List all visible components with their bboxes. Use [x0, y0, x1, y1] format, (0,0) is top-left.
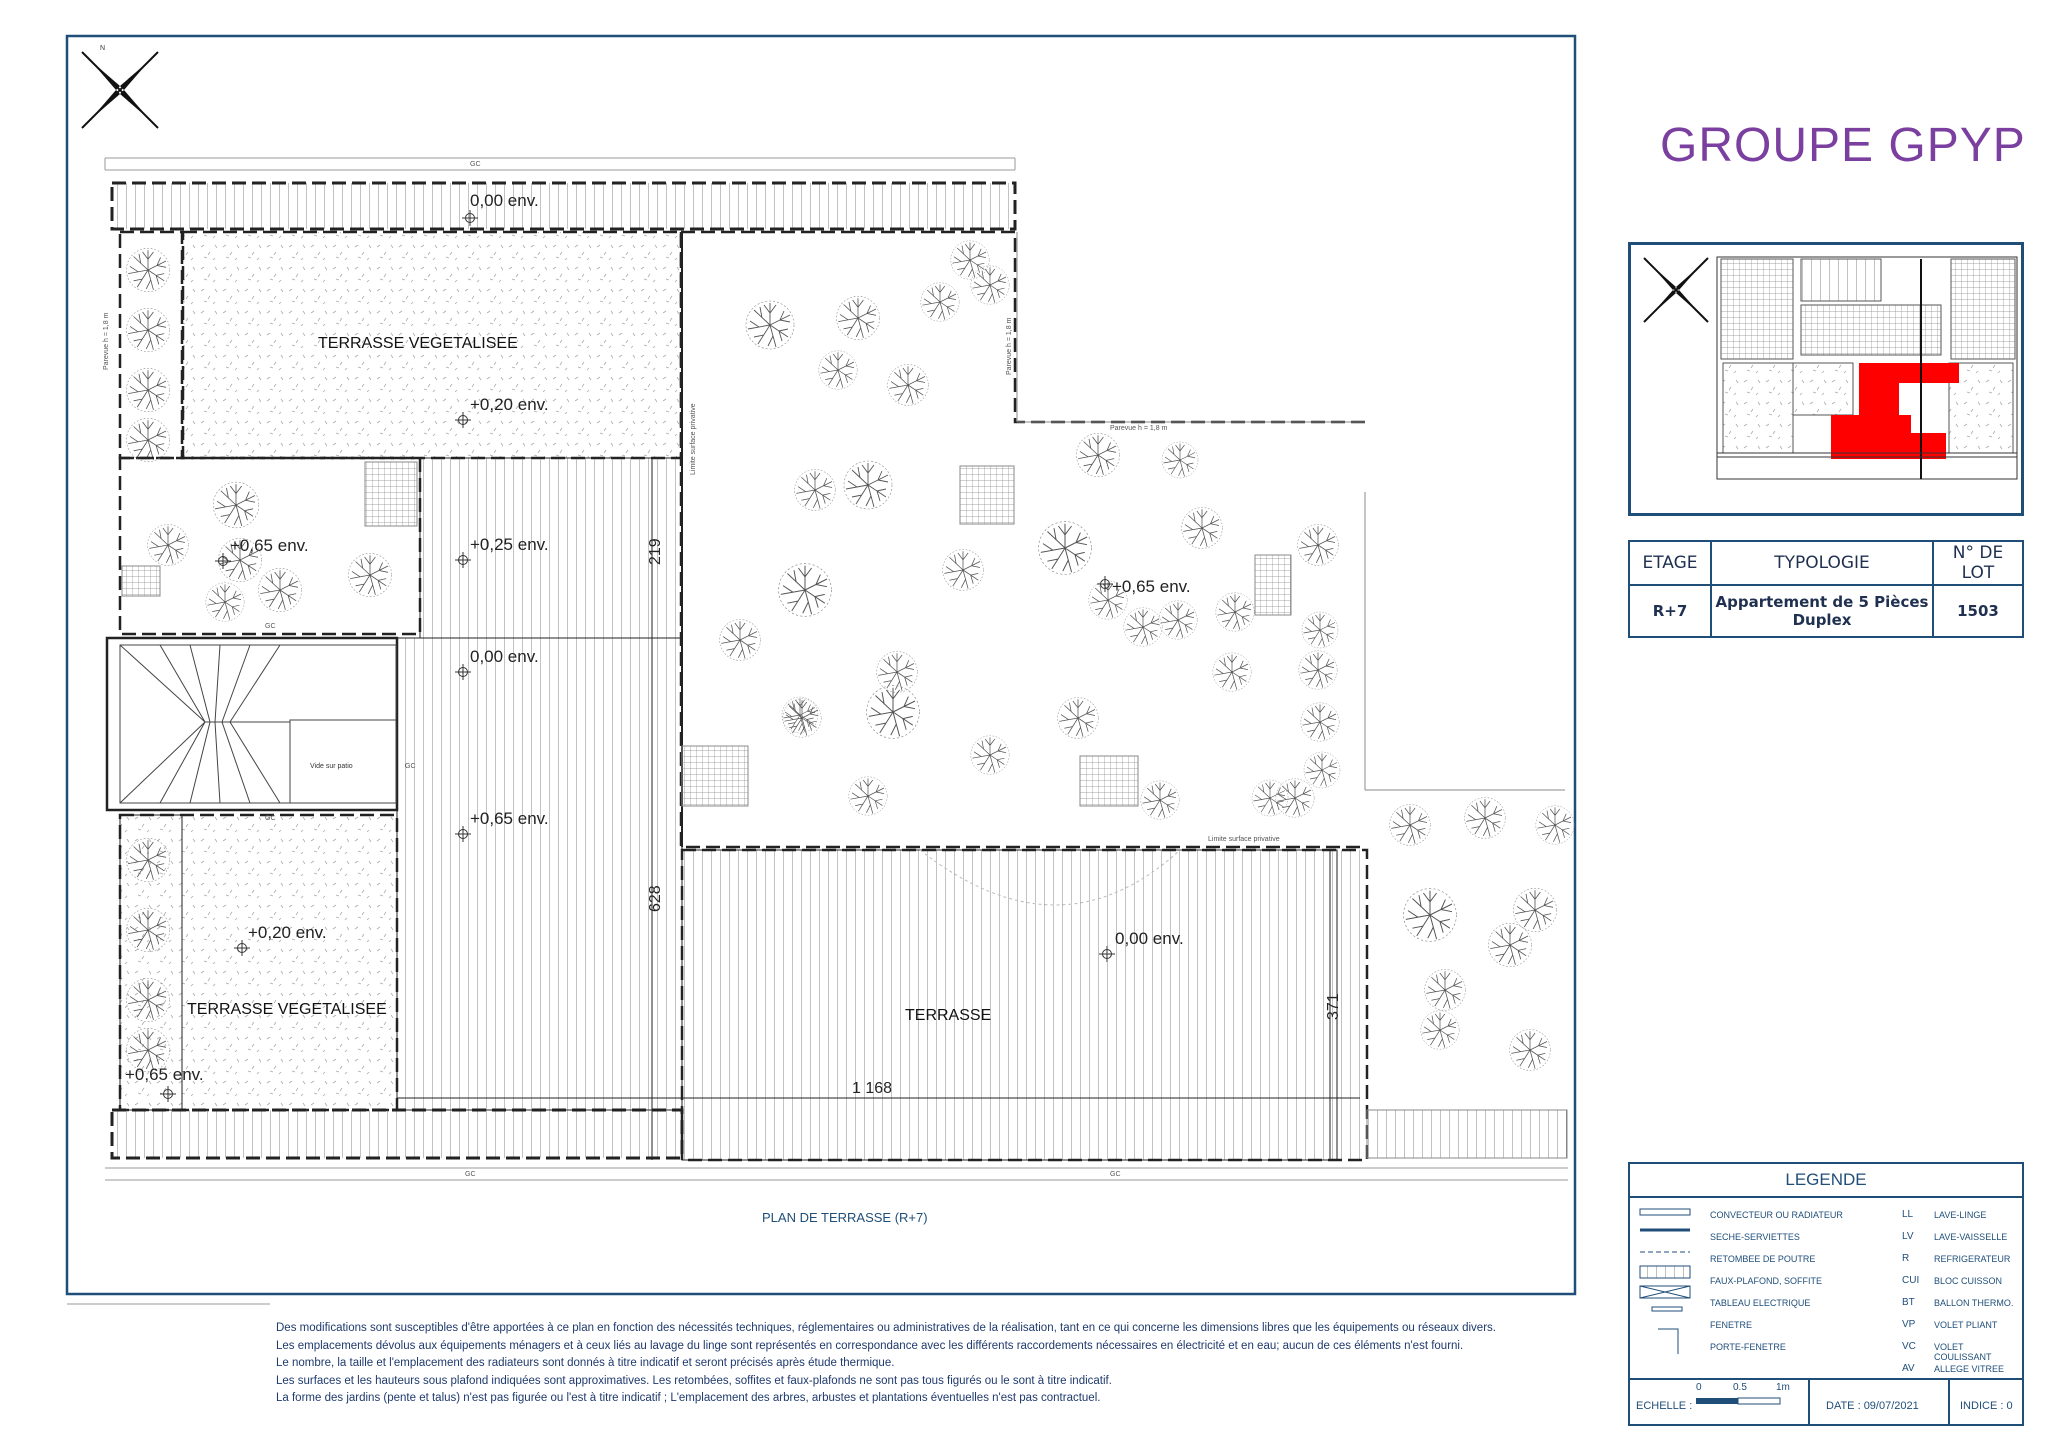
legend-item: CONVECTEUR OU RADIATEUR: [1710, 1210, 1843, 1220]
typologie-value: [1711, 585, 1933, 637]
north-arrow-icon: [82, 45, 158, 128]
svg-text:GC: GC: [265, 815, 276, 822]
legend-item: PORTE-FENETRE: [1710, 1342, 1786, 1352]
level-label: 0,00 env.: [1115, 929, 1184, 948]
plan-title: PLAN DE TERRASSE (R+7): [762, 1210, 928, 1225]
legend-item: FAUX-PLAFOND, SOFFITE: [1710, 1276, 1823, 1286]
info-table: [1628, 540, 2024, 638]
legend-abbr-code: VP: [1902, 1319, 1916, 1330]
level-label: +0,20 env.: [470, 395, 549, 414]
legend-abbr-code: CUI: [1902, 1275, 1920, 1286]
legend-item: FENETRE: [1710, 1320, 1753, 1330]
svg-text:GC: GC: [465, 1171, 476, 1178]
room-label-terrasse: TERRASSE: [905, 1007, 992, 1024]
scale-tick: 0: [1696, 1382, 1702, 1393]
legend-abbr-label: ALLEGE VITREE: [1934, 1364, 2005, 1374]
note-line: Les emplacements dévolus aux équipements ménagers et à ceux liés au lavage du linge sont représentés en correspondance avec les différents raccordements nécessaires en électricité et en eau; aucun de ces éléments n'est fourni.: [276, 1339, 1464, 1352]
legend-abbr-code: BT: [1902, 1297, 1915, 1308]
date-label: DATE : 09/07/2021: [1826, 1400, 1919, 1412]
legend-abbr-code: LV: [1902, 1231, 1914, 1242]
room-label-terrasse-vegetalisee: TERRASSE VEGETALISEE: [318, 335, 518, 352]
disclaimer-notes: [276, 1320, 1616, 1408]
etage-value: R+7: [1629, 585, 1711, 637]
gc-label: GC: [470, 161, 481, 168]
legend-abbr-code: AV: [1902, 1363, 1915, 1374]
scale-bar: [1696, 1396, 1786, 1408]
svg-text:Limite surface privative: Limite surface privative: [1208, 836, 1280, 843]
svg-text:GC: GC: [265, 623, 276, 630]
legend-abbr-code: VC: [1902, 1341, 1916, 1352]
brand-logo: GROUPE GPYP: [1660, 119, 2026, 172]
dimension-label: 1 168: [852, 1080, 893, 1097]
dimension-label: 628: [647, 885, 664, 912]
note-line: Des modifications sont susceptibles d'être apportées à ce plan en fonction des nécessités techniques, réglementaires ou administratives de la réalisation, tant en ce qui concerne les dimensions libres que les équipements ou réseaux divers.: [276, 1322, 1496, 1334]
level-label: +0,65 env.: [230, 536, 309, 555]
typologie-line2: Duplex: [1792, 611, 1852, 629]
legend-abbr-code: R: [1902, 1253, 1910, 1264]
typologie-header: TYPOLOGIE: [1711, 541, 1933, 585]
svg-text:Parevue h = 1,8 m: Parevue h = 1,8 m: [103, 312, 110, 370]
note-line: La forme des jardins (pente et talus) n'est pas figurée ou l'est à titre indicatif ; L'emplacement des arbres, arbustes et plantations éventuelles n'est pas contractuel.: [276, 1392, 1101, 1404]
scale-tick: 0.5: [1733, 1382, 1747, 1393]
legend-footer: [1630, 1378, 2022, 1424]
note-line: Les surfaces et les hauteurs sous plafond indiquées sont approximatives. Les retombées, soffites et faux-plafonds ne sont pas tous figurés ou le sont à titre indicatif.: [276, 1374, 1112, 1387]
legend: [1628, 1162, 2024, 1426]
etage-header: ETAGE: [1629, 541, 1711, 585]
typologie-line1: Appartement de 5 Pièces: [1715, 593, 1929, 611]
legend-item: RETOMBEE DE POUTRE: [1710, 1254, 1816, 1264]
lot-value: 1503: [1933, 585, 2023, 637]
legend-item: TABLEAU ELECTRIQUE: [1710, 1298, 1811, 1308]
dimension-label: 371: [1325, 993, 1342, 1020]
level-label: +0,20 env.: [248, 923, 327, 942]
note-line: Le nombre, la taille et l'emplacement des radiateurs sont donnés à titre indicatif et seront précisés après étude thermique.: [276, 1357, 895, 1369]
legend-abbr-label: REFRIGERATEUR: [1934, 1254, 2011, 1264]
level-label: +0,25 env.: [470, 535, 549, 554]
svg-text:N: N: [100, 45, 106, 52]
legend-title: LEGENDE: [1630, 1164, 2022, 1198]
north-arrow-icon: [1644, 258, 1708, 322]
level-label: +0,65 env.: [1112, 577, 1191, 596]
legend-abbr-label: BLOC CUISSON: [1934, 1276, 2003, 1286]
dimension-label: 219: [647, 538, 664, 565]
legend-abbr-label: LAVE-VAISSELLE: [1934, 1232, 2008, 1242]
legend-abbr-label: VOLET PLIANT: [1934, 1320, 1998, 1330]
legend-abbr-label: VOLET COULISSANT: [1934, 1342, 1992, 1362]
scale-label: ECHELLE :: [1636, 1400, 1693, 1412]
legend-abbr-label: BALLON THERMO.: [1934, 1298, 2014, 1308]
key-plan: [1628, 242, 2024, 516]
svg-text:Vide sur patio: Vide sur patio: [310, 763, 353, 770]
legend-abbr-code: LL: [1902, 1209, 1914, 1220]
level-label: 0,00 env.: [470, 191, 539, 210]
svg-text:GC: GC: [1110, 1171, 1121, 1178]
scale-tick: 1m: [1776, 1382, 1790, 1393]
level-label: +0,65 env.: [470, 809, 549, 828]
level-label: +0,65 env.: [125, 1065, 204, 1084]
indice-label: INDICE : 0: [1960, 1400, 2013, 1412]
svg-text:Limite surface privative: Limite surface privative: [690, 403, 697, 475]
legend-abbr-label: LAVE-LINGE: [1934, 1210, 1987, 1220]
svg-text:Parevue h = 1,8 m: Parevue h = 1,8 m: [1006, 317, 1013, 375]
legend-item: SECHE-SERVIETTES: [1710, 1232, 1800, 1242]
level-label: 0,00 env.: [470, 647, 539, 666]
svg-text:Parevue h = 1,8 m: Parevue h = 1,8 m: [1110, 425, 1168, 432]
lot-header: N° DE LOT: [1933, 541, 2023, 585]
room-label-terrasse-vegetalisee-bottom: TERRASSE VEGETALISEE: [187, 1001, 387, 1018]
